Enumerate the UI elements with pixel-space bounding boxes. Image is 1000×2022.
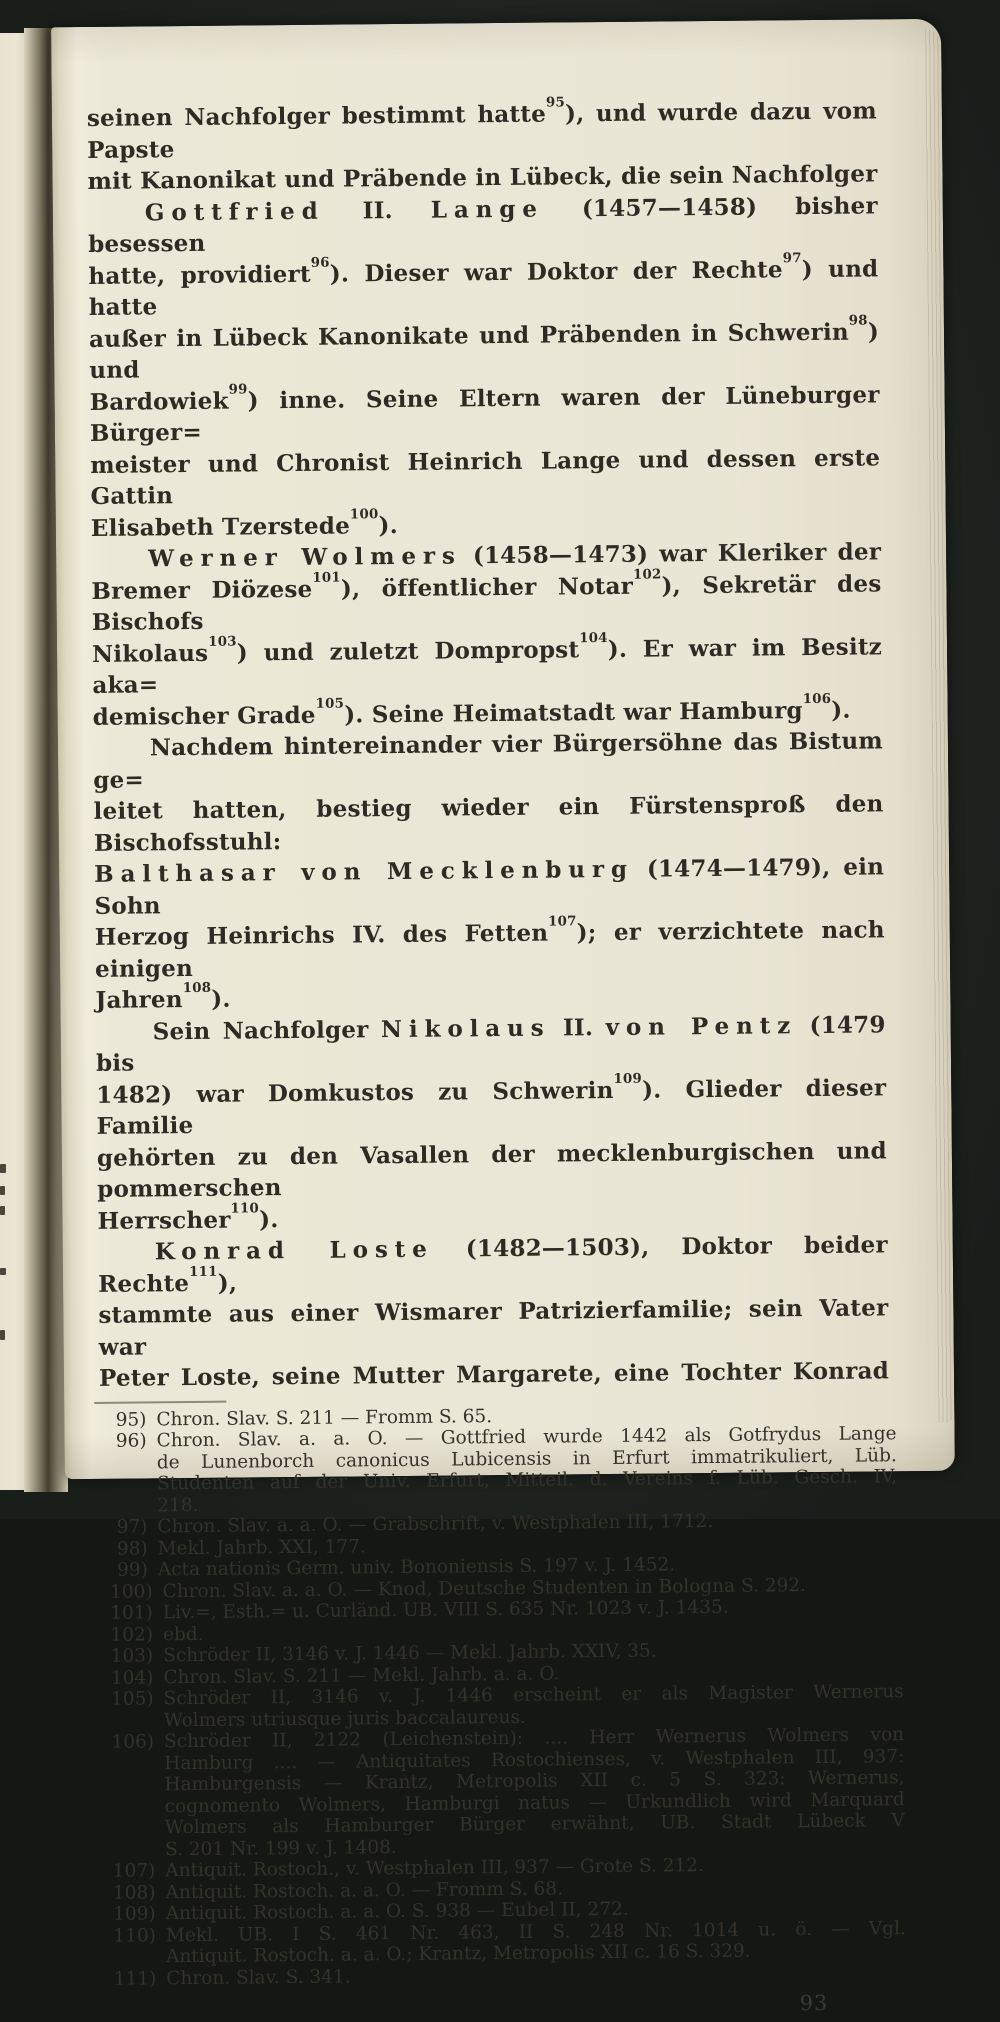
footnote-item bbox=[111, 1681, 911, 1732]
ink-bleed-mark bbox=[0, 1186, 5, 1195]
ink-bleed-mark bbox=[0, 1206, 5, 1215]
footnote-line: Antiquit. Rostoch., v. Westphalen III, 937 — Grote S. 212. bbox=[165, 1855, 705, 1882]
footnote-number: 105) bbox=[111, 1688, 154, 1710]
footnote-number: 106) bbox=[111, 1731, 155, 1753]
text-line: Herrscher$^{110}$). bbox=[97, 1200, 279, 1235]
footnote-line: Chron. Slav. S. 211 — Fromm S. 65. bbox=[156, 1405, 493, 1430]
footnote-text bbox=[164, 1681, 904, 1731]
footnote-line: Antiquit. Rostoch. a. a. O.; Krantz, Metropolis XII c. 16 S. 329. bbox=[166, 1940, 751, 1968]
footnote-line: Hamburgensis — Krantz, Metropolis XII c. 5 S. 323: Wernerus, bbox=[164, 1767, 905, 1796]
text-line: seinen Nachfolger bestimmt hatte$^{95}$), und wurde dazu vom Papste bbox=[86, 94, 878, 164]
footnote-number: 102) bbox=[110, 1623, 154, 1646]
footnote-number: 95) bbox=[115, 1408, 147, 1431]
footnote-line: S. 201 Nr. 199 v. J. 1408. bbox=[164, 1836, 397, 1860]
footnote-line: Hamburg .... — Antiquitates Rostochienses, v. Westphalen III, 937: bbox=[164, 1745, 905, 1774]
footnote-number: 96) bbox=[115, 1430, 147, 1452]
footnote-line: Schröder II, 3146 v. J. 1446 — Mekl. Jahrb. XXIV, 35. bbox=[163, 1640, 657, 1667]
footnote-number: 111) bbox=[113, 1967, 157, 1990]
footnote-line: ebd. bbox=[162, 1623, 204, 1645]
text-line: demischer Grade$^{105}$). Seine Heimatstadt war Hamburg$^{106}$). bbox=[92, 690, 851, 731]
text-line: Elisabeth Tzerstede$^{100}$). bbox=[90, 506, 399, 542]
text-line: stammte aus einer Wismarer Patrizierfamilie; sein Vater war bbox=[98, 1294, 889, 1361]
footnote-line: Chron. Slav. a. a. O. — Knod, Deutsche Studenten in Bologna S. 292. bbox=[162, 1574, 807, 1602]
text-line: Balthasar von Mecklenburg (1474—1479), ein Sohn bbox=[94, 853, 885, 920]
text-line: Gottfried II. Lange (1457—1458) bisher besessen bbox=[88, 191, 878, 258]
ink-bleed-mark bbox=[0, 1330, 5, 1340]
text-line: außer in Lübeck Kanonikate und Präbenden in Schwerin$^{98}$) und bbox=[88, 312, 880, 384]
text-line: Nikolaus$^{103}$) und zuletzt Dompropst$^{104}$). Er war im Besitz aka= bbox=[91, 629, 883, 699]
footnote-line: Chron. Slav. a. a. O. — Gottfried wurde 1442 als Gotfrydus Lange bbox=[156, 1423, 897, 1452]
footnote-separator bbox=[94, 1400, 226, 1403]
footnote-line: Studenten auf der Univ. Erfurt, Mitteil. d. Vereins f. Lüb. Gesch. IV, bbox=[156, 1466, 898, 1495]
text-line: Jahren$^{108}$). bbox=[95, 980, 231, 1014]
footnotes bbox=[108, 1402, 914, 1990]
text-line: Nachdem hintereinander vier Bürgersöhne das Bistum ge= bbox=[93, 727, 884, 794]
footnote-number: 109) bbox=[113, 1903, 156, 1925]
footnote-number: 101) bbox=[110, 1602, 153, 1624]
footnote-number: 98) bbox=[116, 1537, 148, 1560]
text-line: Werner Wolmers (1458—1473) war Kleriker der bbox=[148, 538, 882, 573]
footnote-number: 103) bbox=[110, 1645, 154, 1667]
text-line: Konrad Loste (1482—1503), Doktor beider Rechte$^{111}$), bbox=[97, 1231, 888, 1298]
footnote-line: cognomento Wolmers, Hamburgi natus — Urkundlich wird Marquard bbox=[164, 1788, 905, 1817]
footnote-item bbox=[111, 1724, 912, 1861]
footnote-number: 104) bbox=[110, 1666, 154, 1689]
main-text bbox=[87, 95, 889, 1394]
footnote-number: 97) bbox=[116, 1516, 148, 1538]
footnote-item bbox=[109, 1423, 910, 1517]
footnote-line: Wolmers utriusque juris baccalaureus. bbox=[163, 1706, 526, 1731]
footnote-line: Chron. Slav. S. 211 — Mekl. Jahrb. a. a. O. bbox=[163, 1663, 560, 1688]
footnote-line: Antiquit. Rostoch. a. a. O. — Fromm S. 68. bbox=[165, 1877, 564, 1903]
book-page bbox=[51, 19, 955, 2016]
footnote-number: 110) bbox=[113, 1924, 157, 1947]
footnote-line: Mekl. UB. I S. 461 Nr. 463, II S. 248 Nr. 1014 u. ö. — Vgl. bbox=[165, 1917, 906, 1946]
text-line: meister und Chronist Heinrich Lange und dessen erste Gattin bbox=[90, 443, 881, 510]
footnote-line: Chron. Slav. a. a. O. — Grabschrift, v. Westphalen III, 1712. bbox=[157, 1511, 714, 1538]
footnote-line: Chron. Slav. S. 341. bbox=[166, 1966, 351, 1989]
footnote-line: Schröder II, 3146 v. J. 1446 erscheint er als Magister Wernerus bbox=[163, 1681, 904, 1710]
footnote-line: Antiquit. Rostoch. a. a. O. S. 938 — Eubel II, 272. bbox=[165, 1898, 629, 1925]
text-line: Peter Loste, seine Mutter Margarete, eine Tochter Konrad bbox=[98, 1357, 890, 1392]
text-line: hatte, providiert$^{96}$). Dieser war Doktor der Rechte$^{97}$) und hatte bbox=[88, 249, 879, 321]
footnote-number: 107) bbox=[112, 1860, 156, 1882]
footnote-text bbox=[166, 1918, 906, 1968]
footnote-line: Mekl. Jahrb. XXI, 177. bbox=[157, 1535, 366, 1559]
text-line: 1482) war Domkustos zu Schwerin$^{109}$). Glieder dieser Familie bbox=[96, 1070, 887, 1140]
footnote-line: de Lunenborch canonicus Lubicensis in Erfurt immatrikuliert, Lüb. bbox=[156, 1444, 897, 1473]
footnote-line: Liv.=, Esth.= u. Curländ. UB. VIII S. 635 Nr. 1023 v. J. 1435. bbox=[162, 1596, 729, 1624]
footnote-line: Schröder II, 2122 (Leichenstein): .... Herr Wernerus Wolmers von bbox=[163, 1724, 905, 1753]
page-edge-lines bbox=[925, 29, 952, 1423]
ink-bleed-mark bbox=[0, 1164, 6, 1173]
footnote-number: 99) bbox=[116, 1559, 148, 1581]
footnote-line: 218. bbox=[157, 1494, 199, 1516]
footnote-text bbox=[157, 1423, 898, 1516]
ink-bleed-mark bbox=[0, 1268, 6, 1275]
footnote-item bbox=[113, 1918, 913, 1969]
footnote-number: 100) bbox=[109, 1580, 153, 1603]
footnote-number: 108) bbox=[112, 1881, 156, 1904]
text-line: Herzog Heinrichs IV. des Fetten$^{107}$); er verzichtete nach einigen bbox=[94, 913, 885, 983]
footnote-text bbox=[164, 1724, 905, 1860]
text-line: Bardowiek$^{99}$) inne. Seine Eltern waren der Lüneburger Bürger= bbox=[89, 380, 880, 447]
text-line: leitet hatten, bestieg wieder ein Fürstensproß den Bischofsstuhl: bbox=[93, 790, 884, 857]
text-line: Bremer Diözese$^{101}$), öffentlicher Notar$^{102}$), Sekretär des Bischofs bbox=[91, 566, 882, 636]
footnote-line: Wolmers als Hamburger Bürger erwähnt, UB. Stadt Lübeck V bbox=[164, 1810, 905, 1839]
footnote-line: Acta nationis Germ. univ. Bononiensis S. 197 v. J. 1452. bbox=[157, 1554, 676, 1581]
text-line: mit Kanonikat und Präbende in Lübeck, die sein Nachfolger bbox=[87, 160, 878, 195]
page-number: 93 bbox=[799, 1990, 829, 2016]
text-line: gehörten zu den Vasallen der mecklenburgischen und pommerschen bbox=[96, 1136, 887, 1203]
text-line: Sein Nachfolger Nikolaus II. von Pentz (1479 bis bbox=[95, 1010, 886, 1077]
